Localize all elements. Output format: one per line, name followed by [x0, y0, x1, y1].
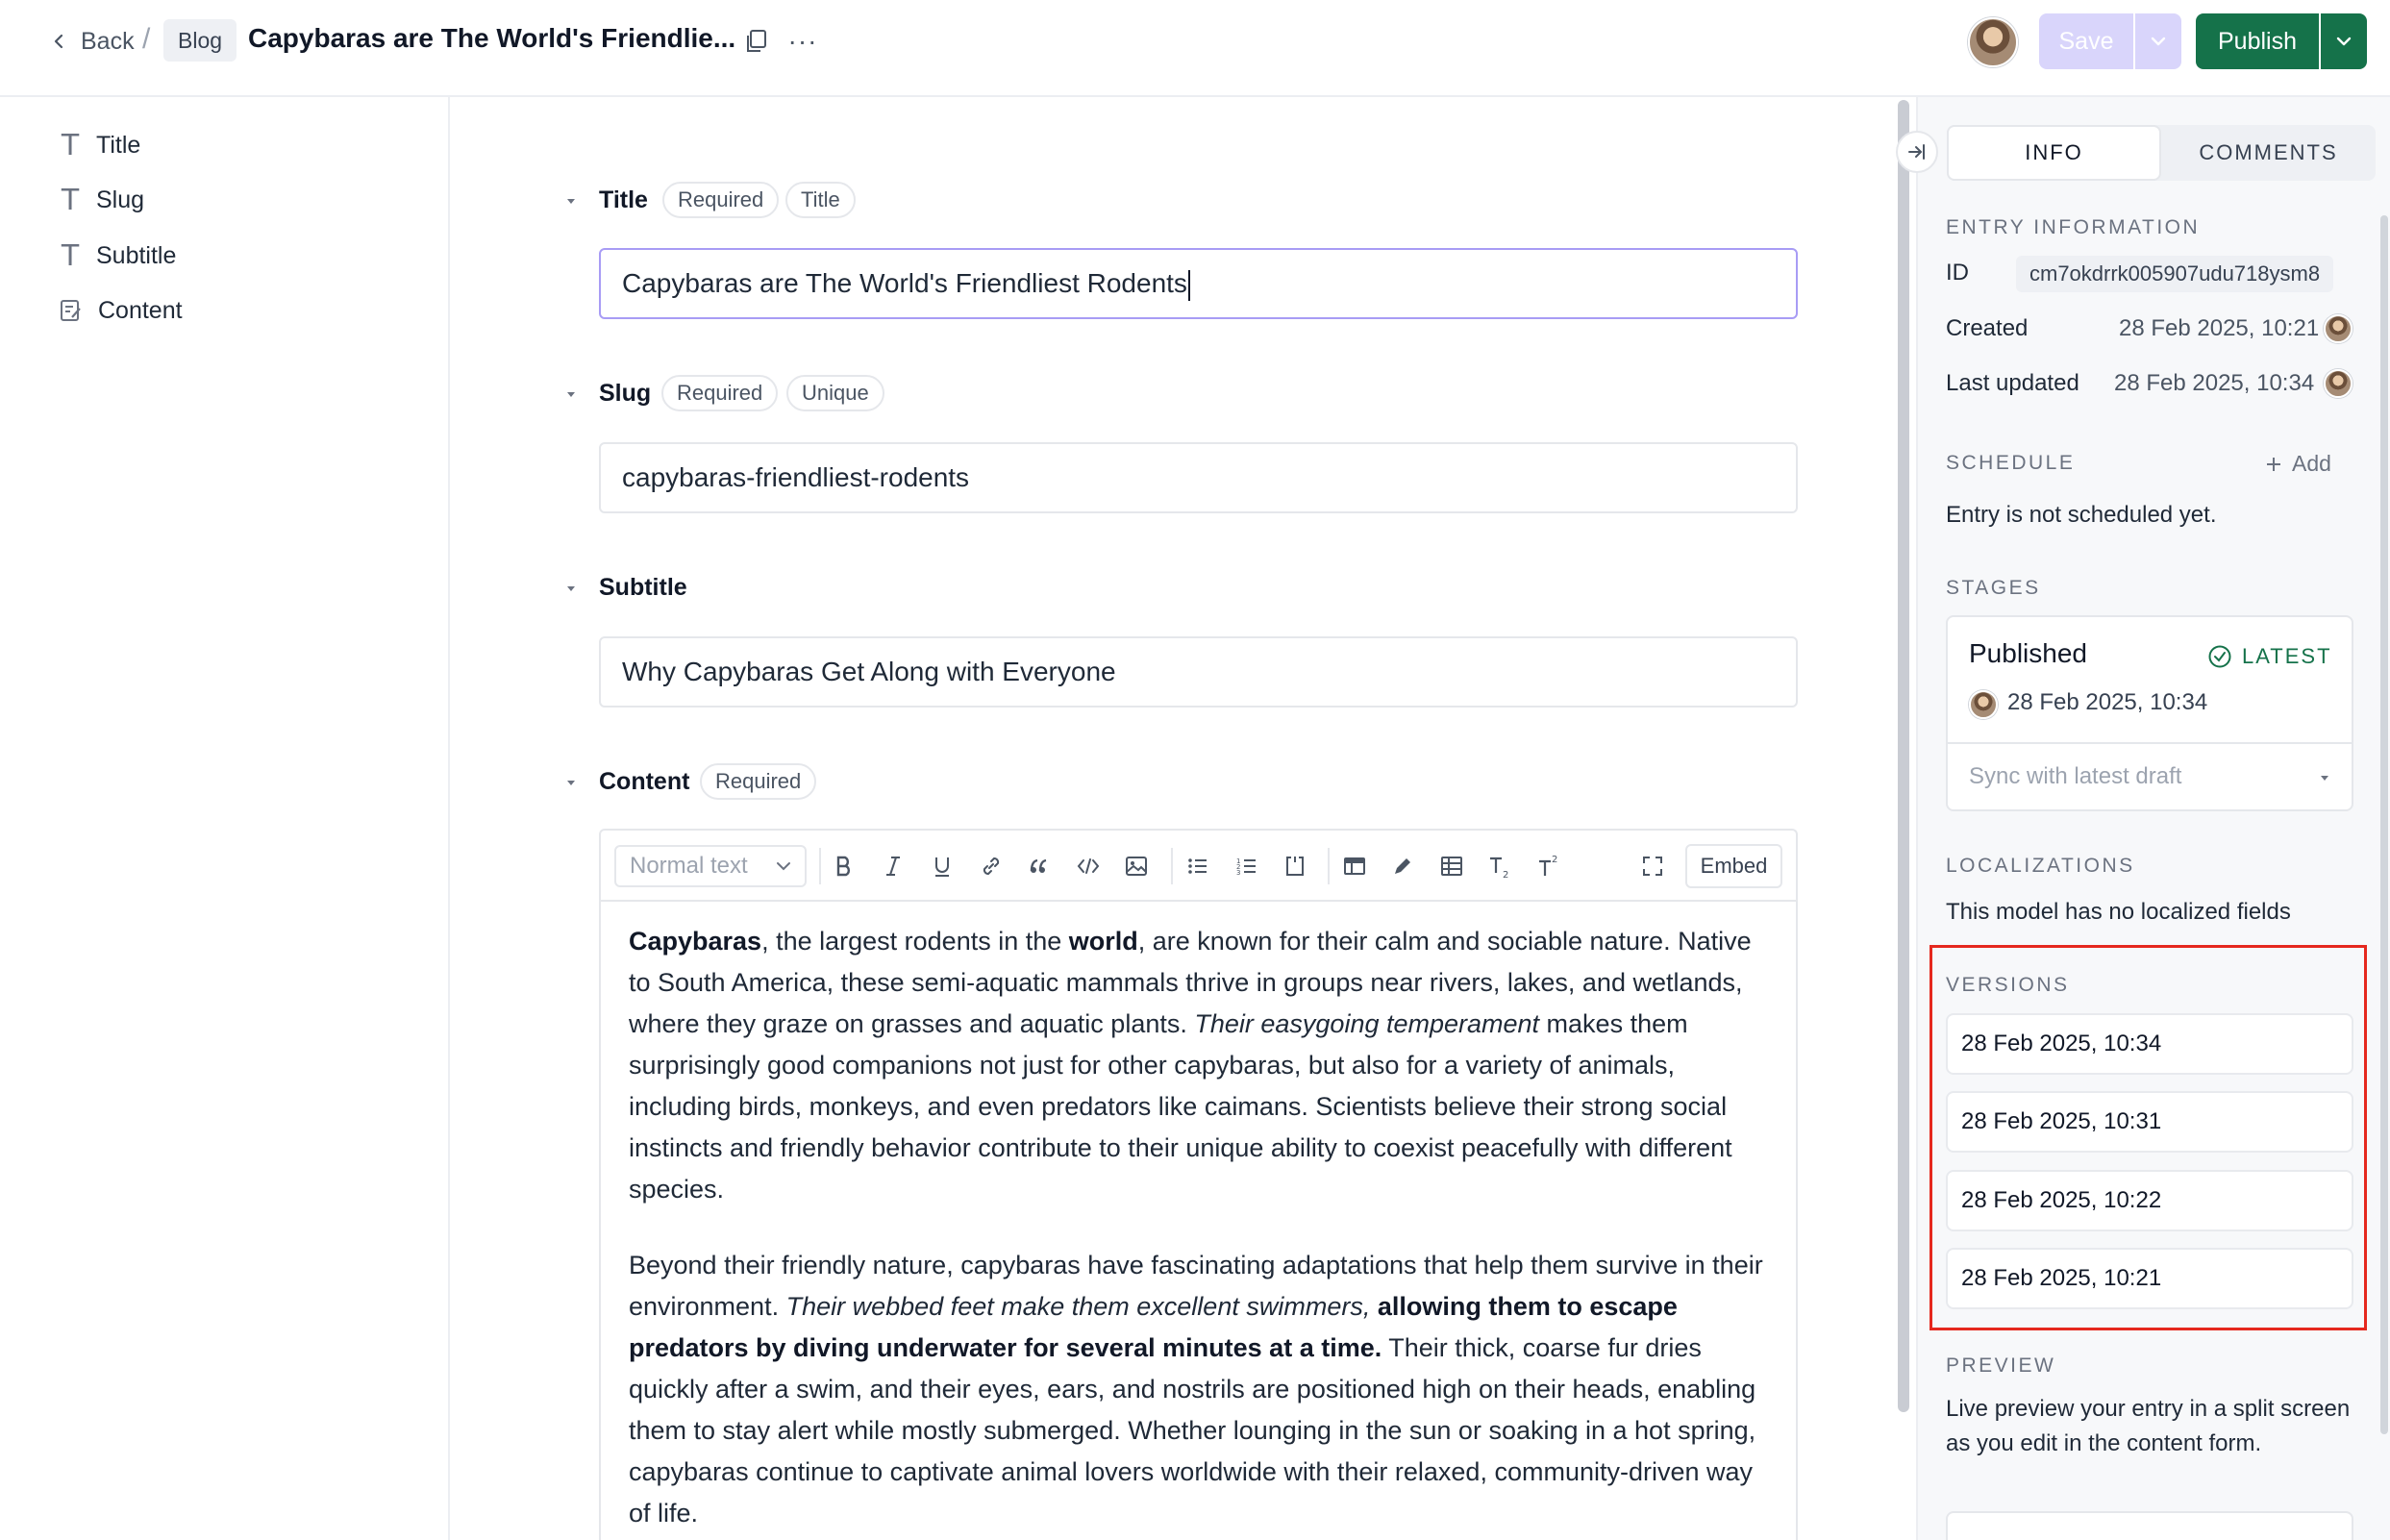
editor-toolbar: [601, 831, 1796, 902]
title-field-label: Title: [599, 186, 648, 213]
text-style-value: Normal text: [630, 853, 748, 879]
required-badge: Required: [661, 375, 778, 411]
last-updated-label: Last updated: [1946, 370, 2079, 396]
chevron-left-icon: [50, 33, 67, 50]
chevron-down-icon: [2335, 36, 2353, 47]
latest-badge: [2207, 644, 2332, 669]
text-run: [1370, 1292, 1378, 1321]
text-style-select[interactable]: [614, 845, 807, 887]
collapse-caret-icon[interactable]: [565, 195, 577, 207]
duplicate-icon[interactable]: [742, 27, 771, 56]
bold-text: allowing them to escape predators by diving underwater for several minutes at a time.: [629, 1292, 1678, 1362]
subtitle-input[interactable]: Why Capybaras Get Along with Everyone: [599, 636, 1798, 708]
chevron-down-icon: [2150, 36, 2167, 47]
stage-card: [1946, 615, 2353, 811]
text-run: , are known for their calm and sociable nature. Native to South America, these semi-aquatic mammals thrive in groups near rivers, lakes, and wetlands, where they graze on grasses and aquatic plants.: [629, 927, 1752, 1038]
open-preview-button[interactable]: [1946, 1511, 2353, 1540]
italic-text: Their easygoing temperament: [1194, 1009, 1540, 1038]
svg-text:2: 2: [1503, 870, 1509, 879]
publish-options-button[interactable]: [2321, 13, 2367, 69]
fullscreen-icon[interactable]: [1634, 848, 1671, 884]
plus-icon: [2265, 456, 2282, 473]
code-icon[interactable]: [1070, 848, 1107, 884]
schedule-status: Entry is not scheduled yet.: [1946, 502, 2217, 528]
check-circle-icon: [2207, 644, 2232, 669]
paragraph: [629, 921, 1773, 1210]
underline-icon[interactable]: [924, 848, 960, 884]
block-icon[interactable]: [1277, 848, 1313, 884]
superscript-icon[interactable]: [1531, 848, 1567, 884]
stage-date: 28 Feb 2025, 10:34: [2007, 689, 2208, 715]
version-item[interactable]: 28 Feb 2025, 10:22: [1946, 1170, 2353, 1231]
collapse-panel-button[interactable]: [1896, 131, 1938, 173]
collapse-right-icon: [1906, 141, 1928, 162]
text-run: Beyond their friendly nature, capybaras have fascinating adaptations that help them survive in their environment.: [629, 1251, 1763, 1321]
toolbar-divider: [1328, 848, 1330, 884]
version-item[interactable]: 28 Feb 2025, 10:21: [1946, 1248, 2353, 1309]
sidebar-item-label: Title: [96, 131, 141, 159]
pen-icon[interactable]: [1384, 848, 1421, 884]
slug-field-label: Slug: [599, 380, 652, 407]
preview-description: Live preview your entry in a split screen as you edit in the content form.: [1946, 1396, 2351, 1456]
bullet-list-icon[interactable]: [1180, 848, 1216, 884]
slug-input[interactable]: capybaras-friendliest-rodents: [599, 442, 1798, 513]
created-label: Created: [1946, 315, 2029, 341]
add-label: Add: [2292, 451, 2331, 476]
text-run: , the largest rodents in the: [761, 927, 1069, 956]
save-button[interactable]: Save: [2039, 13, 2133, 69]
svg-text:2: 2: [1236, 863, 1241, 871]
sidebar-item-title[interactable]: [60, 126, 140, 164]
updated-date: 28 Feb 2025, 10:34: [2114, 370, 2315, 396]
panel-scrollbar[interactable]: [2380, 215, 2388, 1434]
table-layout-icon[interactable]: [1336, 848, 1373, 884]
sidebar-item-subtitle[interactable]: [60, 236, 176, 275]
preview-heading: PREVIEW: [1946, 1354, 2056, 1377]
page-title: Capybaras are The World's Friendlie...: [248, 23, 736, 53]
sync-label: Sync with latest draft: [1969, 763, 2182, 789]
sidebar-item-label: Content: [98, 296, 183, 324]
italic-icon[interactable]: [875, 848, 911, 884]
created-date: 28 Feb 2025, 10:21: [2119, 315, 2320, 341]
subscript-icon[interactable]: [1481, 848, 1518, 884]
version-item[interactable]: 28 Feb 2025, 10:31: [1946, 1091, 2353, 1153]
more-options-icon[interactable]: ···: [787, 26, 818, 56]
unique-badge: Unique: [786, 375, 884, 411]
title-input[interactable]: [599, 248, 1798, 319]
publisher-avatar: [1969, 690, 1998, 719]
content-field-label: Content: [599, 768, 690, 795]
paragraph: [629, 1245, 1773, 1534]
sidebar-item-content[interactable]: [60, 291, 183, 330]
text-type-icon: T: [61, 238, 80, 273]
svg-text:2: 2: [1552, 855, 1558, 865]
title-input-value: Capybaras are The World's Friendliest Rodents: [622, 268, 1187, 298]
version-item[interactable]: 28 Feb 2025, 10:34: [1946, 1013, 2353, 1075]
top-bar: [0, 0, 2390, 97]
publish-button[interactable]: Publish: [2196, 13, 2319, 69]
editor-content[interactable]: [629, 921, 1773, 1540]
rich-text-editor[interactable]: [599, 829, 1798, 1540]
toolbar-divider: [819, 848, 821, 884]
bold-text: Capybaras: [629, 927, 762, 956]
add-schedule-button[interactable]: [2265, 451, 2331, 477]
localizations-status: This model has no localized fields: [1946, 899, 2291, 925]
required-badge: Required: [700, 763, 816, 800]
sync-draft-select[interactable]: [1948, 742, 2352, 809]
collapse-caret-icon[interactable]: [565, 388, 577, 400]
subtitle-field-label: Subtitle: [599, 574, 687, 601]
required-badge: Required: [662, 182, 779, 218]
main-scrollbar[interactable]: [1898, 100, 1909, 1412]
text-run: makes them surprisingly good companions not just for other capybaras, but also for a variety of animals, including birds, monkeys, and even predators like caimans. Scientists believe their strong social instincts and friendly behavior contribute to their unique ability to coexist peacefully with different species.: [629, 1009, 1732, 1204]
stage-name: Published: [1969, 638, 2087, 668]
italic-text: Their webbed feet make them excellent swimmers,: [785, 1292, 1371, 1321]
back-label: Back: [81, 27, 135, 55]
chevron-down-icon: [776, 859, 791, 873]
bold-text: world: [1068, 927, 1138, 956]
schedule-heading: SCHEDULE: [1946, 452, 2076, 474]
sidebar-item-slug[interactable]: [60, 181, 144, 219]
toolbar-divider: [1171, 848, 1173, 884]
back-button[interactable]: [50, 25, 135, 58]
svg-text:1: 1: [1236, 857, 1241, 865]
versions-heading: VERSIONS: [1946, 974, 2070, 996]
save-options-button[interactable]: [2135, 13, 2181, 69]
embed-button[interactable]: Embed: [1685, 844, 1782, 888]
bold-icon[interactable]: [826, 848, 862, 884]
breadcrumb-blog[interactable]: Blog: [163, 19, 237, 62]
sidebar-item-label: Subtitle: [96, 241, 177, 269]
entry-id[interactable]: cm7okdrrk005907udu718ysm8: [2016, 256, 2333, 292]
id-label: ID: [1946, 260, 1969, 286]
table-icon[interactable]: [1433, 848, 1470, 884]
entry-information-heading: ENTRY INFORMATION: [1946, 216, 2201, 238]
image-icon[interactable]: [1118, 848, 1155, 884]
tab-info[interactable]: INFO: [1947, 125, 2161, 181]
text-cursor: [1188, 270, 1190, 301]
collapse-caret-icon[interactable]: [565, 583, 577, 594]
stages-heading: STAGES: [1946, 577, 2041, 599]
collapse-caret-icon[interactable]: [565, 777, 577, 788]
tab-comments[interactable]: COMMENTS: [2199, 140, 2338, 164]
quote-icon[interactable]: [1021, 848, 1058, 884]
rich-text-icon: [60, 298, 83, 323]
user-avatar[interactable]: [1968, 17, 2018, 67]
caret-down-icon: [2319, 773, 2330, 782]
updater-avatar: [2324, 369, 2353, 398]
text-type-icon: T: [61, 183, 80, 217]
creator-avatar: [2324, 314, 2353, 343]
title-badge: Title: [785, 182, 856, 218]
numbered-list-icon[interactable]: [1229, 848, 1265, 884]
text-run: Their thick, coarse fur dries quickly after a swim, and their eyes, ears, and nostrils are positioned high on their heads, enabling them to stay alert while mostly submerged. Whether lounging in the sun or soaking in a hot spring, capybaras continue to captivate animal lovers worldwide with their relaxed, community-driven way of life.: [629, 1333, 1756, 1528]
text-type-icon: T: [61, 128, 80, 162]
sidebar-item-label: Slug: [96, 186, 145, 213]
panel-tabs: [1947, 125, 2376, 181]
localizations-heading: LOCALIZATIONS: [1946, 855, 2135, 877]
latest-label: LATEST: [2242, 644, 2332, 668]
svg-text:3: 3: [1236, 869, 1241, 877]
link-icon[interactable]: [973, 848, 1009, 884]
breadcrumb-separator: /: [142, 23, 151, 55]
